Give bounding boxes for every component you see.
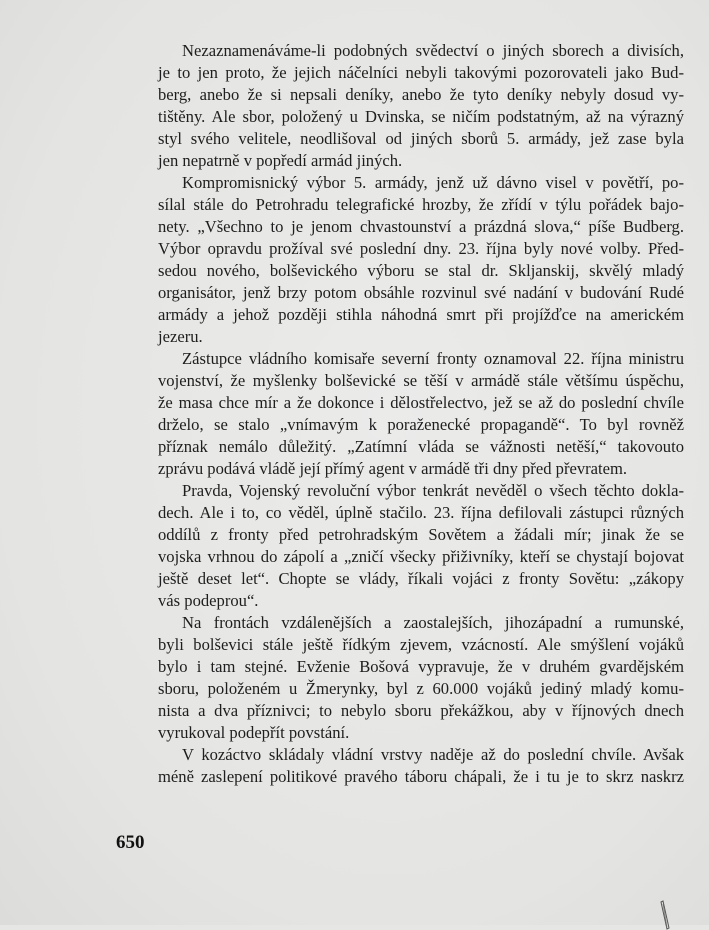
text-line: vás podeprou“. — [158, 591, 259, 610]
text-line: vyrukoval podepřít povstání. — [158, 723, 350, 742]
text-line: zprávu podává vládě její přímý agent v armádě tři dny před převratem. — [158, 459, 628, 478]
text-line: Kompromisnický výbor 5. armády, jenž už dávno visel v povětří, po- — [182, 173, 684, 192]
paragraph-1 — [134, 40, 684, 172]
text-line: příznak nemálo důležitý. „Zatímní vláda se vážnosti netěší,“ takovouto — [158, 437, 684, 456]
text-line: je to jen proto, že jejich náčelníci nebyli takovými pozorovateli jako Bud- — [158, 63, 684, 82]
paragraph-2 — [134, 172, 684, 348]
text-line: nista a dva příznivci; to nebylo sboru překážkou, aby v říjnových dnech — [158, 701, 684, 720]
text-line: bylo i tam stejné. Evženie Bošová vypravuje, že v druhém gvardějském — [158, 657, 684, 676]
text-line: méně zaslepení politikové pravého táboru chápali, že i tu je to skrz naskrz — [158, 767, 684, 786]
paragraph-5 — [134, 612, 684, 744]
text-line: styl svého velitele, neodlišoval od jiných sborů 5. armády, jež zase byla — [158, 129, 684, 148]
text-line: berg, anebo že si nepsali deníky, anebo že tyto deníky nebyly dosud vy- — [158, 85, 684, 104]
text-line: Zástupce vládního komisaře severní fronty oznamoval 22. října ministru — [182, 349, 684, 368]
text-line: jezeru. — [158, 327, 203, 346]
text-line: Nezaznamenáváme-li podobných svědectví o jiných sborech a divisích, — [182, 41, 684, 60]
text-line: oddílů z fronty před petrohradským Sovětem a žádali mír; jinak že se — [158, 525, 684, 544]
text-line: Na frontách vzdálenějších a zaostalejších, jihozápadní a rumunské, — [182, 613, 684, 632]
text-line: ještě deset let“. Chopte se vlády, říkali vojáci z fronty Sovětu: „zákopy — [158, 569, 684, 588]
paragraph-3 — [134, 348, 684, 480]
pencil-mark-icon — [660, 900, 670, 930]
text-line: drželo, se stalo „vnímavým k poraženecké propagandě“. To byl rovněž — [158, 415, 684, 434]
text-line: vojenství, že myšlenky bolševické se těší v armádě stále většímu úspěchu, — [158, 371, 684, 390]
text-line: jen nepatrně v popředí armád jiných. — [158, 151, 403, 170]
body-text — [134, 40, 684, 788]
text-line: sboru, položeném u Žmerynky, byl z 60.000 vojáků jediný mladý komu- — [158, 679, 684, 698]
text-line: tištěny. Ale sbor, položený u Dvinska, se ničím podstatným, až na výrazný — [158, 107, 684, 126]
text-line: dech. Ale i to, co věděl, úplně stačilo. 23. října defilovali zástupci různých — [158, 503, 684, 522]
text-line: Pravda, Vojenský revoluční výbor tenkrát nevěděl o všech těchto dokla- — [182, 481, 684, 500]
text-line: armády a jehož později stihla náhodná smrt při projížďce na americkém — [158, 305, 684, 324]
text-line: sílal stále do Petrohradu telegrafické hrozby, že zřídí v týlu pořádek bajo- — [158, 195, 684, 214]
text-line: sedou nového, bolševického výboru se stal dr. Skljanskij, skvělý mladý — [158, 261, 684, 280]
text-line: V kozáctvo skládaly vládní vrstvy naděje až do poslední chvíle. Avšak — [182, 745, 684, 764]
paragraph-4 — [134, 480, 684, 612]
paragraph-6 — [134, 744, 684, 788]
page-number: 650 — [116, 832, 145, 853]
text-line: organisátor, jenž brzy potom obsáhle rozvinul své nadání v budování Rudé — [158, 283, 684, 302]
text-line: Výbor opravdu prožíval své poslední dny. 23. října byly nové volby. Před- — [158, 239, 684, 258]
text-line: byli bolševici stále ještě řídkým zjevem, vzácností. Ale smýšlení vojáků — [158, 635, 684, 654]
text-line: nety. „Všechno to je jenom chvastounství a prázdná slova,“ píše Budberg. — [158, 217, 684, 236]
text-line: že masa chce mír a že dokonce i dělostřelectvo, jež se až do poslední chvíle — [158, 393, 684, 412]
text-line: vojska vrhnou do zápolí a „zničí všecky přiživníky, kteří se chystají bojovat — [158, 547, 684, 566]
